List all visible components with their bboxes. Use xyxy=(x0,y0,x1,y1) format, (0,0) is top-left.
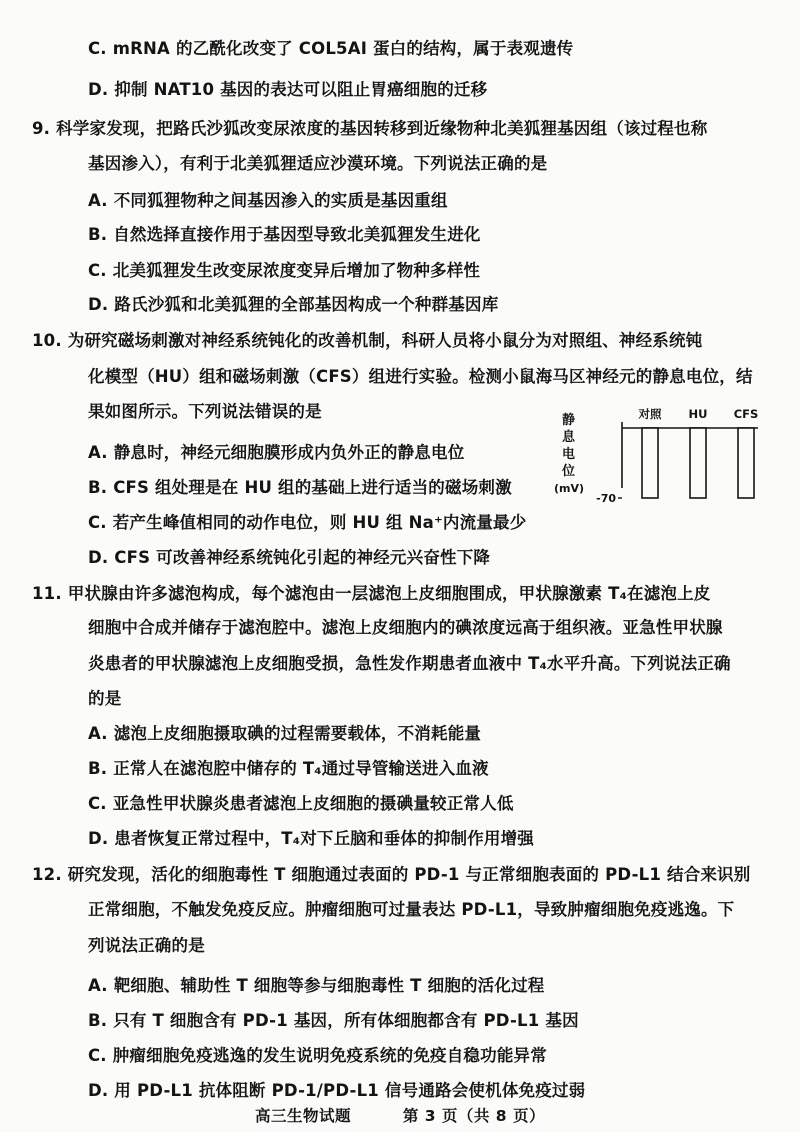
q12-stem-line-2: 正常细胞，不触发免疫反应。肿瘤细胞可过量表达 PD-L1，导致肿瘤细胞免疫逃逸。下 xyxy=(88,900,735,919)
bar-1 xyxy=(642,428,658,498)
q11-option-d[interactable]: D. 患者恢复正常过程中，T₄对下丘脑和垂体的抑制作用增强 xyxy=(88,829,534,848)
q10-option-d[interactable]: D. CFS 可改善神经系统钝化引起的神经元兴奋性下降 xyxy=(88,548,491,567)
q9-option-d[interactable]: D. 路氏沙狐和北美狐狸的全部基因构成一个种群基因库 xyxy=(88,295,499,314)
q9-option-a[interactable]: A. 不同狐狸物种之间基因渗入的实质是基因重组 xyxy=(88,191,448,210)
footer-subject: 高三生物试题 xyxy=(255,1107,352,1125)
q12-option-a[interactable]: A. 靶细胞、辅助性 T 细胞等参与细胞毒性 T 细胞的活化过程 xyxy=(88,976,545,995)
q9-option-c[interactable]: C. 北美狐狸发生改变尿浓度变异后增加了物种多样性 xyxy=(88,261,481,280)
q9-stem-line-1: 9. 科学家发现，把路氏沙狐改变尿浓度的基因转移到近缘物种北美狐狸基因组（该过程也称 xyxy=(32,119,708,138)
category-label: 对照 xyxy=(638,407,662,421)
y-tick-label: -70 xyxy=(596,492,616,505)
q11-option-b[interactable]: B. 正常人在滤泡腔中储存的 T₄通过导管输送进入血液 xyxy=(88,759,489,778)
resting-potential-chart xyxy=(554,407,762,528)
y-axis-label-char: 静 xyxy=(562,413,576,428)
q11-stem-line-4: 的是 xyxy=(88,689,122,708)
q10-option-c[interactable]: C. 若产生峰值相同的动作电位，则 HU 组 Na⁺内流量最少 xyxy=(88,513,527,532)
bar-2 xyxy=(690,428,706,498)
q12-stem-line-1: 12. 研究发现，活化的细胞毒性 T 细胞通过表面的 PD-1 与正常细胞表面的 PD-L1 结合来识别 xyxy=(32,865,751,884)
q9-option-b[interactable]: B. 自然选择直接作用于基因型导致北美狐狸发生进化 xyxy=(88,225,481,244)
y-axis-label-char: 息 xyxy=(562,430,576,445)
y-axis-label-char: 电 xyxy=(562,447,576,462)
q11-stem-line-3: 炎患者的甲状腺滤泡上皮细胞受损，急性发作期患者血液中 T₄水平升高。下列说法正确 xyxy=(88,654,731,673)
q10-stem-line-2: 化模型（HU）组和磁场刺激（CFS）组进行实验。检测小鼠海马区神经元的静息电位，结 xyxy=(88,367,753,386)
q11-option-c[interactable]: C. 亚急性甲状腺炎患者滤泡上皮细胞的摄碘量较正常人低 xyxy=(88,794,514,813)
q11-stem-line-1: 11. 甲状腺由许多滤泡构成，每个滤泡由一层滤泡上皮细胞围成，甲状腺激素 T₄在滤泡上皮 xyxy=(32,584,711,603)
chart-svg xyxy=(554,407,762,528)
q10-stem-line-3: 果如图所示。下列说法错误的是 xyxy=(88,402,322,421)
q12-option-c[interactable]: C. 肿瘤细胞免疫逃逸的发生说明免疫系统的免疫自稳功能异常 xyxy=(88,1046,547,1065)
footer-page-number: 第 3 页（共 8 页） xyxy=(402,1107,545,1125)
y-axis-label-char: 位 xyxy=(562,464,576,479)
q8-option-d[interactable]: D. 抑制 NAT10 基因的表达可以阻止胃癌细胞的迁移 xyxy=(88,80,488,99)
q9-stem-line-2: 基因渗入），有利于北美狐狸适应沙漠环境。下列说法正确的是 xyxy=(88,154,548,173)
q12-stem-line-3: 列说法正确的是 xyxy=(88,936,205,955)
y-axis-label-char: (mV) xyxy=(554,482,585,495)
q10-option-b[interactable]: B. CFS 组处理是在 HU 组的基础上进行适当的磁场刺激 xyxy=(88,478,512,497)
q11-option-a[interactable]: A. 滤泡上皮细胞摄取碘的过程需要载体，不消耗能量 xyxy=(88,724,482,743)
category-label: HU xyxy=(688,407,708,421)
bar-3 xyxy=(738,428,754,498)
q10-stem-line-1: 10. 为研究磁场刺激对神经系统钝化的改善机制，科研人员将小鼠分为对照组、神经系统钝 xyxy=(32,331,703,350)
q12-option-d[interactable]: D. 用 PD-L1 抗体阻断 PD-1/PD-L1 信号通路会使机体免疫过弱 xyxy=(88,1081,586,1100)
q11-stem-line-2: 细胞中合成并储存于滤泡腔中。滤泡上皮细胞内的碘浓度远高于组织液。亚急性甲状腺 xyxy=(88,618,723,637)
page-footer xyxy=(0,1104,800,1126)
q8-option-c[interactable]: C. mRNA 的乙酰化改变了 COL5AI 蛋白的结构，属于表观遗传 xyxy=(88,39,574,58)
q12-option-b[interactable]: B. 只有 T 细胞含有 PD-1 基因，所有体细胞都含有 PD-L1 基因 xyxy=(88,1011,579,1030)
q10-option-a[interactable]: A. 静息时，神经元细胞膜形成内负外正的静息电位 xyxy=(88,443,465,462)
category-label: CFS xyxy=(733,407,759,421)
